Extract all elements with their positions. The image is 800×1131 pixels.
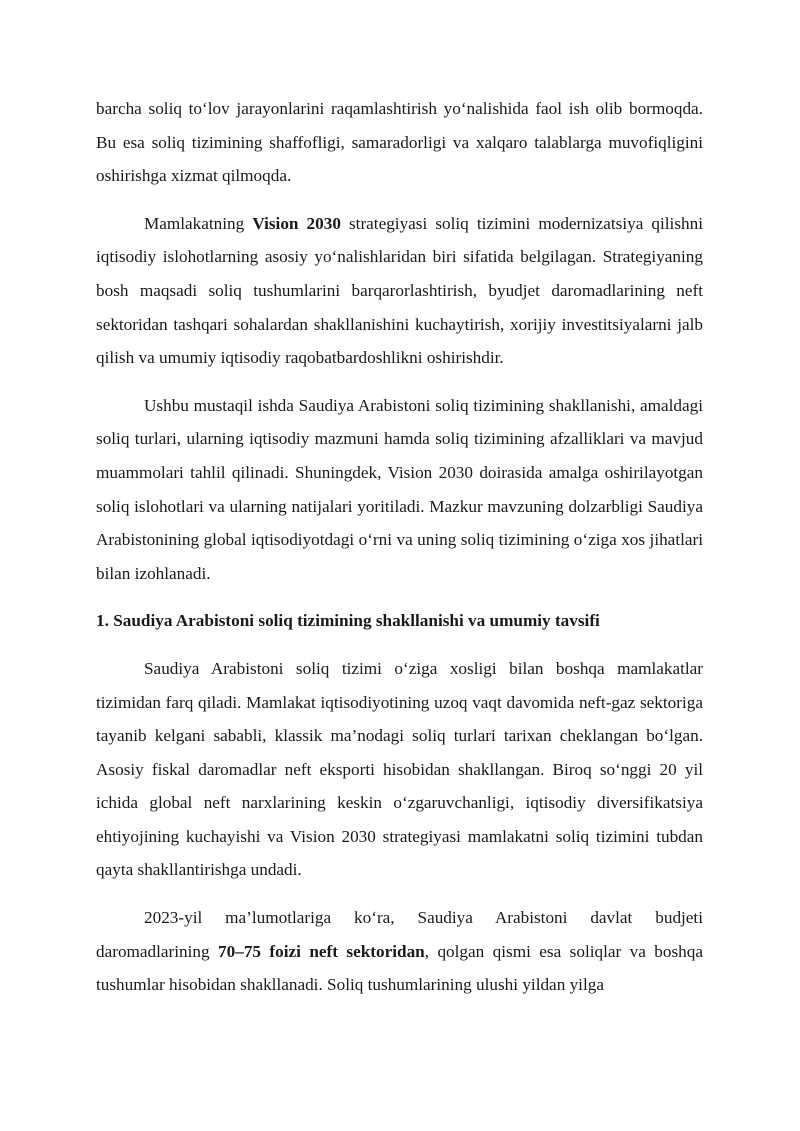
paragraph-text-after: strategiyasi soliq tizimini modernizatsiya qilishni iqtisodiy islohotlarning asosiy yoʻnalishlaridan biri sifatida belgilagan. Strategiyaning bosh maqsadi soliq tushumlarini barqarorlashtirish, byudjet daromadlarining neft sektoridan tashqari sohalardan shakllanishini kuchaytirish, xorijiy investitsiyalarni jalb qilish va umumiy iqtisodiy raqobatbardoshlikni oshirishdir. [96,213,703,368]
paragraph-text: Saudiya Arabistoni soliq tizimi oʻziga xosligi bilan boshqa mamlakatlar tizimidan farq qiladi. Mamlakat iqtisodiyotining uzoq vaqt davomida neft-gaz sektoriga tayanib kelgani sababli, klassik ma’nodagi soliq turlari tarixan cheklangan boʻlgan. Asosiy fiskal daromadlar neft eksporti hisobidan shakllangan. Biroq soʻnggi 20 yil ichida global neft narxlarining keskin oʻzgaruvchanligi, iqtisodiy diversifikatsiya ehtiyojining kuchayishi va Vision 2030 strategiyasi mamlakatni soliq tizimini tubdan qayta shakllantirishga undadi. [96,658,703,880]
paragraph-tax-system-overview [96,652,703,887]
paragraph-intro-continuation [96,92,703,193]
section-heading: 1. Saudiya Arabistoni soliq tizimining shakllanishi va umumiy tavsifi [96,611,600,631]
paragraph-bold-term: 70–75 foizi neft sektoridan [218,941,425,961]
document-page [96,92,703,1016]
paragraph-vision-2030 [96,207,703,375]
paragraph-text-after: , qolgan qismi esa soliqlar va boshqa tushumlar hisobidan shakllanadi. Soliq tushumlarining ulushi yildan yilga [96,941,703,995]
paragraph-text: barcha soliq toʻlov jarayonlarini raqamlashtirish yoʻnalishida faol ish olib bormoqda. Bu esa soliq tizimining shaffofligi, samaradorligi va xalqaro talablarga muvofiqligini oshirishga xizmat qilmoqda. [96,99,703,186]
paragraph-text-before: 2023-yil ma’lumotlariga koʻra, Saudiya Arabistoni davlat budjeti daromadlarining [96,908,703,961]
paragraph-text: Ushbu mustaqil ishda Saudiya Arabistoni soliq tizimining shakllanishi, amaldagi soliq turlari, ularning iqtisodiy mazmuni hamda soliq tizimining afzalliklari va mavjud muammolari tahlil qilinadi. Shuningdek, Vision 2030 doirasida amalga oshirilayotgan soliq islohotlari va ularning natijalari yoritiladi. Mazkur mavzuning dolzarbligi Saudiya Arabistonining global iqtisodiyotdagi oʻrni va uning soliq tizimining oʻziga xos jihatlari bilan izohlanadi. [96,395,703,583]
paragraph-bold-term: Vision 2030 [252,213,341,233]
paragraph-text-before: Mamlakatning [144,213,253,233]
paragraph-budget-revenue [96,901,703,1002]
paragraph-scope [96,389,703,591]
